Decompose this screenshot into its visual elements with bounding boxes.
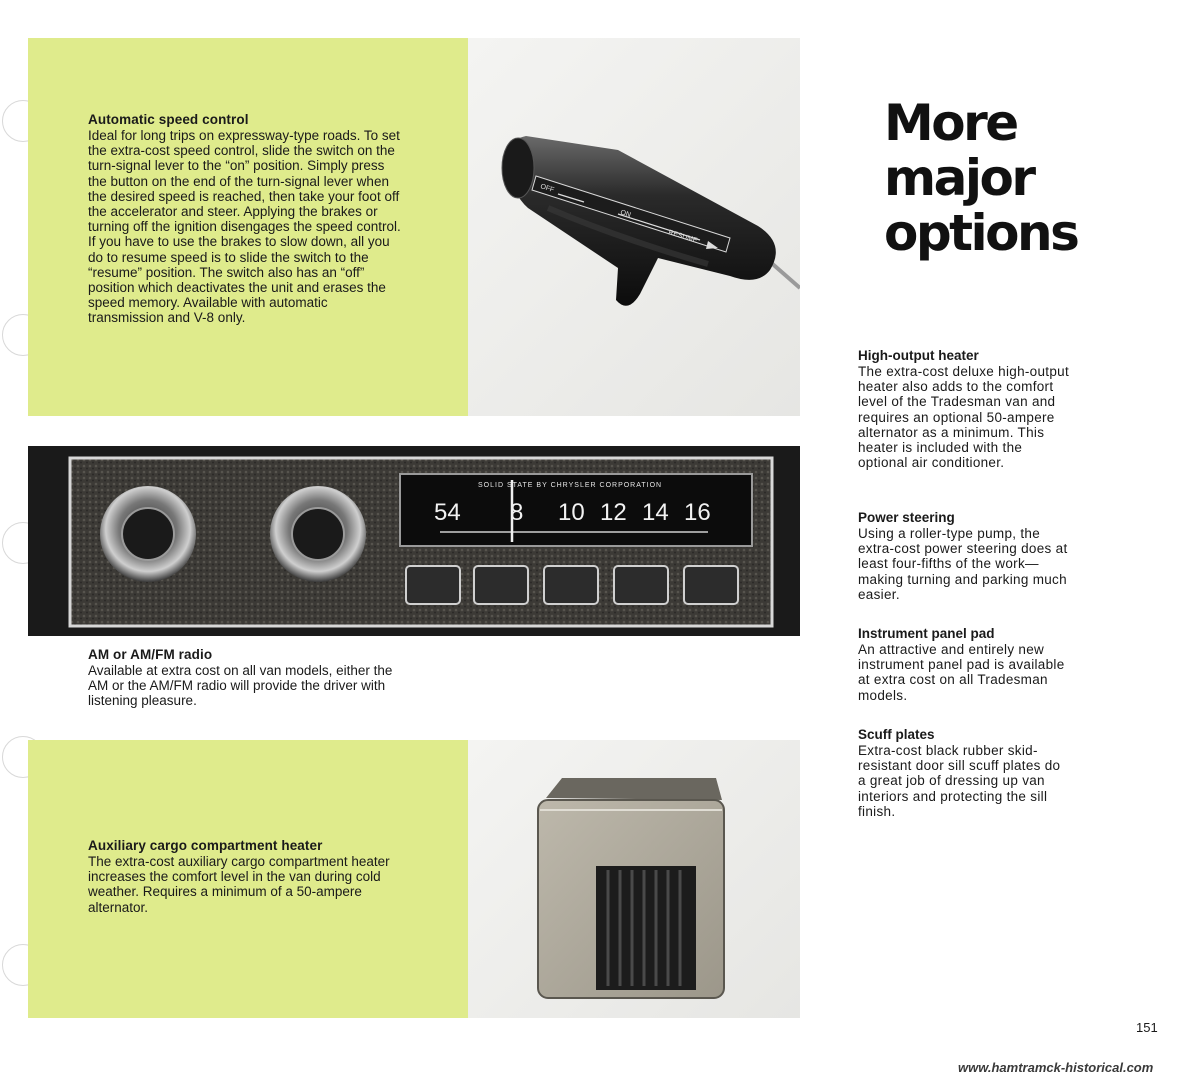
radio-image: [28, 446, 800, 636]
radio-body: Available at extra cost on all van models, either the AM or the AM/FM radio will provide the driver with listening pleasure.: [88, 663, 393, 709]
side-item-heading: Power steering: [858, 510, 955, 525]
side-item-body: An attractive and entirely new instrument panel pad is available at extra cost on all Tradesman models.: [858, 642, 1065, 703]
radio-copy: [88, 647, 408, 709]
speed-control-photo: [468, 38, 800, 416]
headline-line: major: [884, 149, 1034, 207]
dial-number: 8: [510, 499, 524, 526]
watermark-url: www.hamtramck-historical.com: [958, 1060, 1154, 1075]
radio-photo: [28, 446, 800, 636]
dial-caption: SOLID STATE BY CHRYSLER CORPORATION: [478, 482, 663, 489]
speed-control-copy: [88, 112, 406, 326]
cargo-heater-photo: [468, 740, 800, 1018]
speed-control-heading: Automatic speed control: [88, 112, 249, 127]
dial-number: 10: [558, 499, 585, 526]
dial-number: 14: [642, 499, 669, 526]
speed-control-body: Ideal for long trips on expressway-type roads. To set the extra-cost speed control, slide the switch on the turn-signal lever to the “on” position. Simply press the button on the end of the turn-signal lever when the desired speed is reached, then take your foot off the accelerator and steer. Applying the brakes or turning off the ignition disengages the speed control. If you have to use the brakes to slow down, all you do to resume speed is to slide the switch to the “resume” position. The switch also has an “off” position which deactivates the unit and erases the speed memory. Available with automatic transmission and V-8 only.: [88, 128, 401, 326]
dial-number: 12: [600, 499, 627, 526]
side-item-body: The extra-cost deluxe high-output heater also adds to the comfort level of the Tradesman van and requires an optional 50-ampere alternator as a minimum. This heater is included with the optional air conditioner.: [858, 364, 1070, 471]
lever-label-off: OFF: [539, 183, 555, 195]
side-item-heading: High-output heater: [858, 348, 979, 363]
cargo-heater-image: [468, 740, 800, 1018]
radio-heading: AM or AM/FM radio: [88, 647, 213, 662]
cargo-heater-heading: Auxiliary cargo compartment heater: [88, 838, 323, 853]
side-item-high-output-heater: [858, 348, 1070, 470]
preset-buttons: [406, 566, 738, 604]
lever-label-on: ON: [619, 209, 632, 219]
side-item-heading: Instrument panel pad: [858, 626, 995, 641]
side-item-heading: Scuff plates: [858, 727, 935, 742]
dial-number: 16: [684, 499, 711, 526]
turn-signal-lever-image: [468, 38, 800, 416]
headline-line: options: [884, 204, 1078, 262]
side-item-scuff-plates: [858, 727, 1070, 819]
side-item-instrument-panel-pad: [858, 626, 1070, 703]
page-headline: [884, 96, 1184, 261]
headline-line: More: [884, 94, 1017, 152]
side-item-body: Extra-cost black rubber skid-resistant door sill scuff plates do a great job of dressing up van interiors and protecting the sill finish.: [858, 743, 1061, 819]
cargo-heater-copy: [88, 838, 408, 915]
cargo-heater-body: The extra-cost auxiliary cargo compartment heater increases the comfort level in the van during cold weather. Requires a minimum of a 50-ampere alternator.: [88, 854, 390, 915]
lever-label-resume: RESUME: [667, 229, 699, 245]
dial-number: 54: [434, 499, 461, 526]
side-item-power-steering: [858, 510, 1070, 602]
page-number: 151: [1136, 1020, 1158, 1035]
side-item-body: Using a roller-type pump, the extra-cost power steering does at least four-fifths of the work—making turning and parking much easier.: [858, 526, 1068, 602]
